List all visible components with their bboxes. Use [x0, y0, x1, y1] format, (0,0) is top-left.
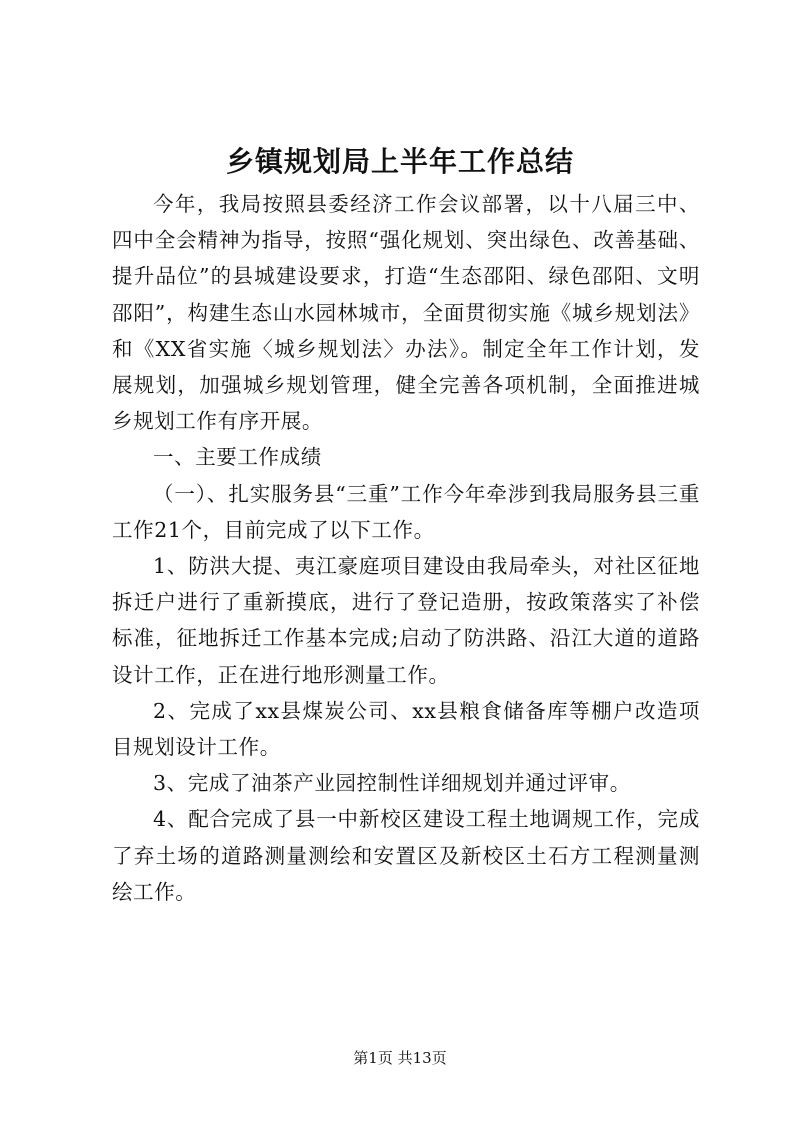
subsection-heading: （一）、扎实服务县“三重”工作今年牵涉到我局服务县三重工作21个，目前完成了以下工作。 [112, 481, 700, 542]
page-footer: 第1页 共13页 [353, 1049, 447, 1067]
list-item-2: 2、完成了xx县煤炭公司、xx县粮食储备库等棚户改造项目规划设计工作。 [112, 698, 700, 760]
list-item-1: 1、防洪大提、夷江豪庭项目建设由我局牵头，对社区征地拆迁户进行了重新摸底，进行了登记造册，按政策落实了补偿标准，征地拆迁工作基本完成;启动了防洪路、沿江大道的道路设计工作，正在进行地形测量工作。 [112, 554, 700, 687]
paragraph-intro: 今年，我局按照县委经济工作会议部署，以十八届三中、四中全会精神为指导，按照“强化规划、突出绿色、改善基础、提升品位”的县城建设要求，打造“生态邵阳、绿色邵阳、文明邵阳”，构建生态山水园林城市，全面贯彻实施《城乡规划法》和《XX省实施〈城乡规划法〉办法》。制定全年工作计划，发展规划，加强城乡规划管理，健全完善各项机制，全面推进城乡规划工作有序开展。 [112, 192, 700, 434]
document-body [112, 186, 700, 910]
section-heading: 一、主要工作成绩 [153, 445, 322, 470]
list-item-4: 4、配合完成了县一中新校区建设工程土地调规工作，完成了弃土场的道路测量测绘和安置区及新校区土石方工程测量测绘工作。 [112, 807, 700, 904]
list-item-3: 3、完成了油茶产业园控制性详细规划并通过评审。 [153, 771, 631, 796]
document-title: 乡镇规划局上半年工作总结 [225, 145, 574, 178]
